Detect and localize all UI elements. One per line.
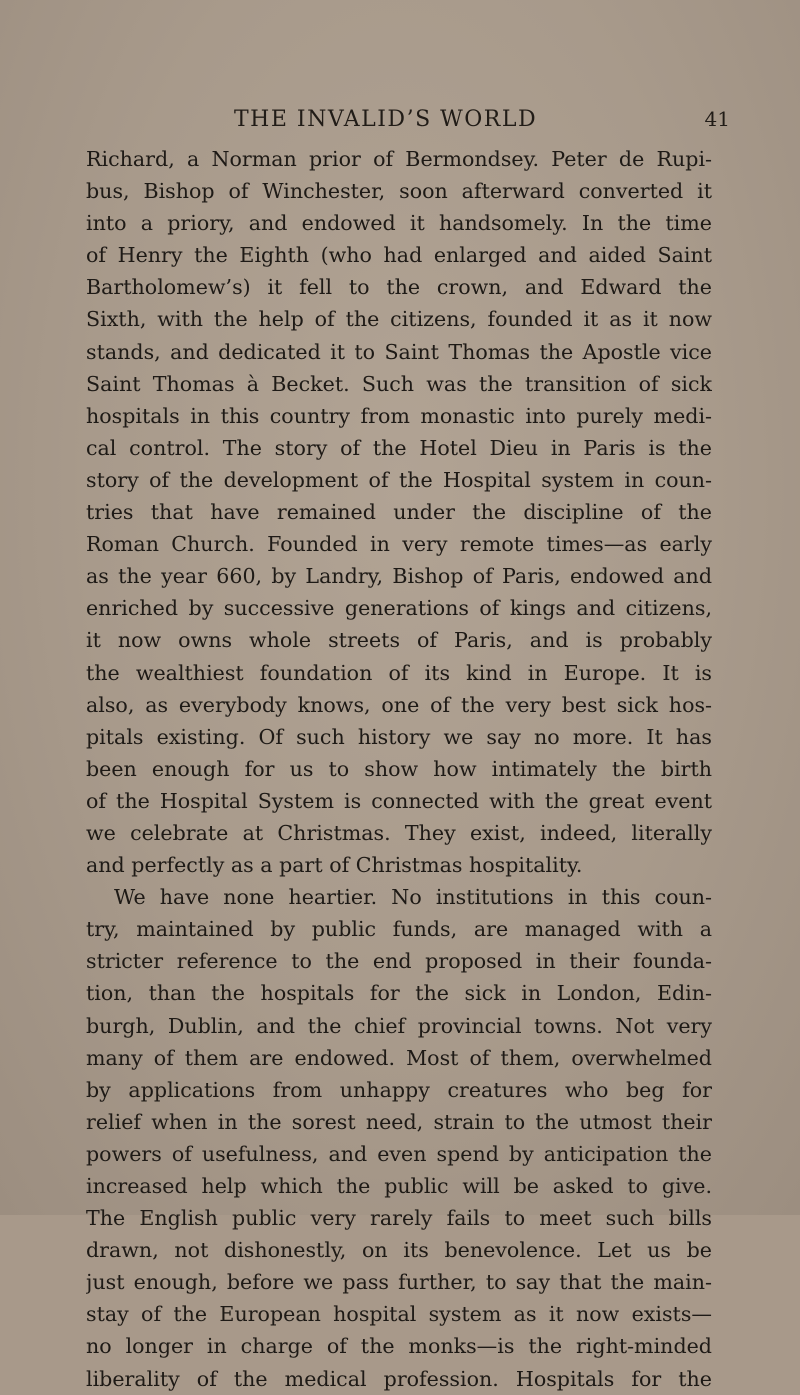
text-line: relief when in the sorest need, strain to the utmost their bbox=[86, 1109, 712, 1134]
text-line: bus, Bishop of Winchester, soon afterward converted it bbox=[86, 179, 712, 204]
text-line: many of them are endowed. Most of them, overwhelmed bbox=[86, 1045, 712, 1070]
text-line: by applications from unhappy creatures who beg for bbox=[86, 1077, 712, 1102]
page-header bbox=[86, 107, 738, 137]
text-line: the wealthiest foundation of its kind in Europe. It is bbox=[86, 660, 712, 685]
text-line: Richard, a Norman prior of Bermondsey. Peter de Rupi- bbox=[86, 147, 712, 171]
text-line: liberality of the medical profession. Hospitals for the bbox=[86, 1366, 712, 1391]
page-number: 41 bbox=[704, 107, 730, 131]
text-line: drawn, not dishonestly, on its benevolence. Let us be bbox=[86, 1238, 712, 1263]
paragraph-end-line: and perfectly as a part of Christmas hospitality. bbox=[86, 853, 583, 878]
text-line: just enough, before we pass further, to say that the main- bbox=[86, 1270, 712, 1295]
running-title: THE INVALID’S WORLD bbox=[234, 107, 538, 132]
text-line: also, as everybody knows, one of the very best sick hos- bbox=[86, 692, 712, 717]
text-line: story of the development of the Hospital system in coun- bbox=[86, 467, 712, 492]
text-line: tries that have remained under the discipline of the bbox=[86, 500, 712, 525]
text-line: of Henry the Eighth (who had enlarged and aided Saint bbox=[86, 243, 712, 268]
text-line: Saint Thomas à Becket. Such was the transition of sick bbox=[86, 371, 712, 396]
text-line: of the Hospital System is connected with the great event bbox=[86, 788, 712, 813]
text-line: stands, and dedicated it to Saint Thomas the Apostle vice bbox=[86, 339, 712, 364]
text-line: into a priory, and endowed it handsomely. In the time bbox=[86, 211, 712, 236]
paragraph-start-line: We have none heartier. No institutions in this coun- bbox=[114, 885, 712, 910]
text-line: tion, than the hospitals for the sick in London, Edin- bbox=[86, 981, 712, 1006]
text-line: it now owns whole streets of Paris, and is probably bbox=[86, 628, 712, 653]
text-line: powers of usefulness, and even spend by anticipation the bbox=[86, 1141, 712, 1166]
text-line: increased help which the public will be asked to give. bbox=[86, 1174, 712, 1198]
text-line: stay of the European hospital system as it now exists— bbox=[86, 1302, 712, 1327]
text-line: no longer in charge of the monks—is the right-minded bbox=[86, 1334, 712, 1359]
text-line: we celebrate at Christmas. They exist, indeed, literally bbox=[86, 820, 712, 845]
text-line: cal control. The story of the Hotel Dieu in Paris is the bbox=[86, 435, 712, 460]
text-line: hospitals in this country from monastic into purely medi- bbox=[86, 403, 712, 428]
text-line: enriched by successive generations of kings and citizens, bbox=[86, 596, 712, 621]
text-line: try, maintained by public funds, are managed with a bbox=[86, 917, 712, 942]
text-line: pitals existing. Of such history we say no more. It has bbox=[86, 724, 712, 749]
text-line: stricter reference to the end proposed in their founda- bbox=[86, 949, 712, 974]
body-text bbox=[86, 143, 712, 1395]
text-line: Roman Church. Founded in very remote times—as early bbox=[86, 532, 712, 557]
text-line: Sixth, with the help of the citizens, founded it as it now bbox=[86, 307, 712, 332]
text-line: Bartholomew’s) it fell to the crown, and Edward the bbox=[86, 275, 712, 300]
text-line: The English public very rarely fails to meet such bills bbox=[86, 1206, 712, 1231]
text-line: as the year 660, by Landry, Bishop of Paris, endowed and bbox=[86, 564, 712, 589]
text-line: burgh, Dublin, and the chief provincial towns. Not very bbox=[86, 1013, 712, 1038]
text-line: been enough for us to show how intimately the birth bbox=[86, 756, 712, 781]
